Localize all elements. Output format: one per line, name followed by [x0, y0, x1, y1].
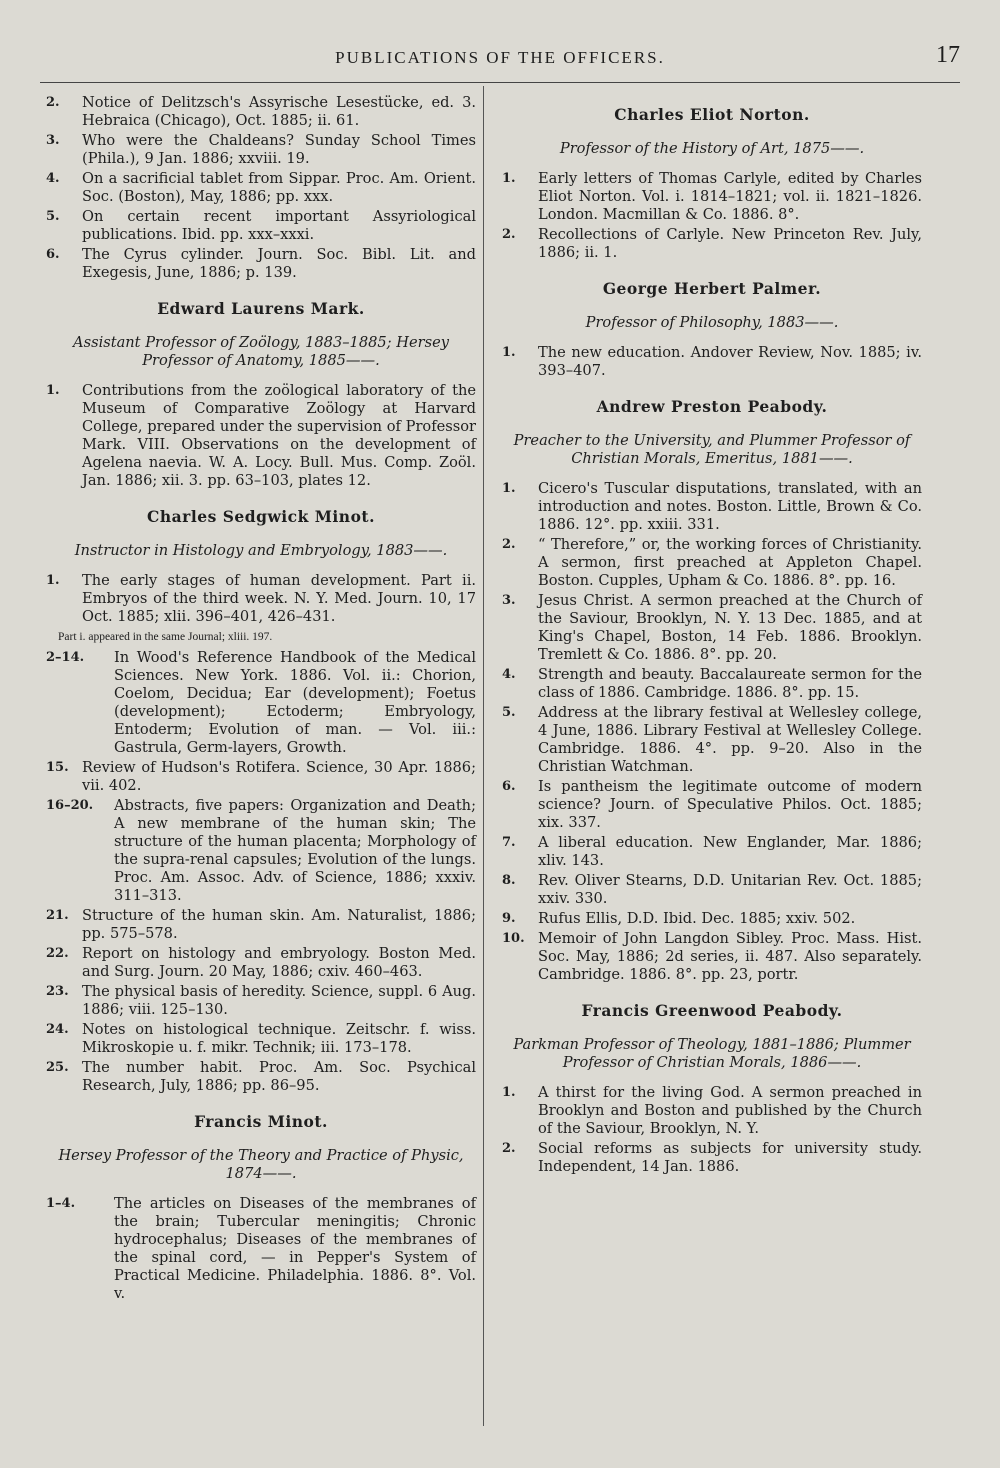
publication-entry	[502, 536, 922, 590]
publication-entry	[502, 834, 922, 870]
entry-number: 3.	[46, 133, 60, 148]
entry-text: The number habit. Proc. Am. Soc. Psychical Research, July, 1886; pp. 86–95.	[82, 1059, 476, 1094]
publication-entry	[46, 797, 476, 905]
publication-entry	[502, 1140, 922, 1176]
officer-section-f-peabody	[502, 1002, 922, 1176]
officer-section-a-peabody	[502, 398, 922, 984]
entry-text: Early letters of Thomas Carlyle, edited by Charles Eliot Norton. Vol. i. 1814–1821; vol. ii. 1821–1826. London. Macmillan & Co. 1886. 8°.	[538, 170, 922, 223]
entry-number: 1.	[46, 573, 60, 588]
publication-entry	[46, 208, 476, 244]
officer-section-mark	[46, 300, 476, 490]
publication-entry	[502, 704, 922, 776]
officer-name: Francis Minot.	[194, 1112, 328, 1131]
publication-entry	[46, 572, 476, 626]
publication-entry	[502, 344, 922, 380]
entry-text: On a sacrificial tablet from Sippar. Proc. Am. Orient. Soc. (Boston), May, 1886; pp. xxx.	[82, 170, 476, 205]
entry-text: Structure of the human skin. Am. Naturalist, 1886; pp. 575–578.	[82, 907, 476, 942]
publication-entry	[46, 649, 476, 757]
publication-entry	[502, 1084, 922, 1138]
entry-number: 5.	[502, 705, 516, 720]
publication-entry	[502, 910, 922, 928]
entry-text: Rev. Oliver Stearns, D.D. Unitarian Rev. Oct. 1885; xxiv. 330.	[538, 872, 922, 907]
entry-text: Who were the Chaldeans? Sunday School Times (Phila.), 9 Jan. 1886; xxviii. 19.	[82, 132, 476, 167]
entry-text: Address at the library festival at Wellesley college, 4 June, 1886. Library Festival at Wellesley College. Cambridge. 1886. 4°. pp. 9–20. Also in the Christian Watchman.	[538, 704, 922, 775]
entry-text: A liberal education. New Englander, Mar. 1886; xliv. 143.	[538, 834, 922, 869]
entry-number: 1.	[502, 345, 516, 360]
entry-number: 2–14.	[46, 650, 85, 665]
publication-entry	[46, 945, 476, 981]
entry-text: On certain recent important Assyriological publications. Ibid. pp. xxx–xxxi.	[82, 208, 476, 243]
entry-number: 21.	[46, 908, 69, 923]
entry-number: 16–20.	[46, 798, 94, 813]
entry-number: 2.	[502, 1141, 516, 1156]
officer-name: Andrew Preston Peabody.	[596, 397, 828, 416]
officer-section-f-minot	[46, 1113, 476, 1303]
publication-entry	[46, 246, 476, 282]
entry-number: 7.	[502, 835, 516, 850]
entry-number: 4.	[502, 667, 516, 682]
right-column	[502, 92, 922, 1194]
publication-entry	[46, 759, 476, 795]
entry-text: Social reforms as subjects for university study. Independent, 14 Jan. 1886.	[538, 1140, 922, 1175]
left-column	[46, 92, 476, 1321]
entry-number: 9.	[502, 911, 516, 926]
entry-text: Cicero's Tuscular disputations, translated, with an introduction and notes. Boston. Little, Brown & Co. 1886. 12°. pp. xxiii. 331.	[538, 480, 922, 533]
entry-number: 4.	[46, 171, 60, 186]
publication-entry	[502, 480, 922, 534]
entry-text: Memoir of John Langdon Sibley. Proc. Mass. Hist. Soc. May, 1886; 2d series, ii. 487. Also separately. Cambridge. 1886. 8°. pp. 23, portr.	[538, 930, 922, 983]
publication-entry	[46, 170, 476, 206]
entry-text: In Wood's Reference Handbook of the Medical Sciences. New York. 1886. Vol. ii.: Chorion, Coelom, Decidua; Ear (development); Foetus (development); Ectoderm; Embryology, Entoderm; Evolution of man. — Vol. iii.: Gastrula, Germ-layers, Growth.	[114, 649, 476, 756]
officer-position: Hersey Professor of the Theory and Practice of Physic, 1874——.	[58, 1147, 464, 1182]
publication-entry	[502, 778, 922, 832]
publication-entry	[46, 94, 476, 130]
entry-number: 23.	[46, 984, 69, 999]
entry-number: 8.	[502, 873, 516, 888]
entry-text: A thirst for the living God. A sermon preached in Brooklyn and Boston and published by the Church of the Saviour, Brooklyn, N. Y.	[538, 1084, 922, 1137]
entry-number: 25.	[46, 1060, 69, 1075]
entry-text: Report on histology and embryology. Boston Med. and Surg. Journ. 20 May, 1886; cxiv. 460–463.	[82, 945, 476, 980]
officer-name: Charles Sedgwick Minot.	[147, 507, 375, 526]
entry-number: 1.	[46, 383, 60, 398]
entry-number: 1.	[502, 1085, 516, 1100]
officer-section-c-minot	[46, 508, 476, 1095]
entry-number: 6.	[502, 779, 516, 794]
entry-text: The early stages of human development. Part ii. Embryos of the third week. N. Y. Med. Journ. 10, 17 Oct. 1885; xlii. 396–401, 426–431.	[82, 572, 476, 625]
entry-number: 2.	[502, 537, 516, 552]
entry-number: 3.	[502, 593, 516, 608]
entry-text: Notes on histological technique. Zeitschr. f. wiss. Mikroskopie u. f. mikr. Technik; iii. 173–178.	[82, 1021, 476, 1056]
officer-position: Assistant Professor of Zoölogy, 1883–1885; Hersey Professor of Anatomy, 1885——.	[73, 334, 449, 369]
entry-text: Jesus Christ. A sermon preached at the Church of the Saviour, Brooklyn, N. Y. 13 Dec. 1885, and at King's Chapel, Boston, 14 Feb. 1886. Brooklyn. Tremlett & Co. 1886. 8°. pp. 20.	[538, 592, 922, 663]
entry-number: 1.	[502, 481, 516, 496]
entry-text: Rufus Ellis, D.D. Ibid. Dec. 1885; xxiv. 502.	[538, 910, 856, 927]
officer-name: Charles Eliot Norton.	[614, 105, 810, 124]
officer-position: Instructor in Histology and Embryology, 1883——.	[74, 542, 448, 559]
entry-text: The Cyrus cylinder. Journ. Soc. Bibl. Lit. and Exegesis, June, 1886; p. 139.	[82, 246, 476, 281]
publication-entry	[46, 907, 476, 943]
entry-text: Abstracts, five papers: Organization and Death; A new membrane of the human skin; The structure of the human placenta; Morphology of the supra-renal capsules; Evolution of the lungs. Proc. Am. Assoc. Adv. of Science, 1886; xxxiv. 311–313.	[114, 797, 476, 904]
continued-entries	[46, 94, 476, 282]
running-title: PUBLICATIONS OF THE OFFICERS.	[335, 48, 665, 67]
publication-entry	[46, 1195, 476, 1303]
officer-position: Professor of the History of Art, 1875——.	[559, 140, 865, 157]
entry-text: Contributions from the zoölogical laboratory of the Museum of Comparative Zoölogy at Harvard College, prepared under the supervision of Professor Mark. VIII. Observations on the development of Agelena naevia. W. A. Locy. Bull. Mus. Comp. Zoöl. Jan. 1886; xii. 3. pp. 63–103, plates 12.	[82, 382, 476, 489]
entry-text: Recollections of Carlyle. New Princeton Rev. July, 1886; ii. 1.	[538, 226, 922, 261]
publication-entry	[46, 1059, 476, 1095]
officer-position: Parkman Professor of Theology, 1881–1886; Plummer Professor of Christian Morals, 1886——.	[513, 1036, 911, 1071]
entry-number: 6.	[46, 247, 60, 262]
entry-number: 2.	[46, 95, 60, 110]
column-divider	[483, 86, 484, 1426]
officer-section-norton	[502, 106, 922, 262]
publication-entry	[502, 666, 922, 702]
entry-text: The new education. Andover Review, Nov. 1885; iv. 393–407.	[538, 344, 922, 379]
officer-position: Preacher to the University, and Plummer Professor of Christian Morals, Emeritus, 1881——.	[513, 432, 911, 467]
entry-text: The physical basis of heredity. Science, suppl. 6 Aug. 1886; viii. 125–130.	[82, 983, 476, 1018]
publication-entry	[502, 226, 922, 262]
entry-text: Notice of Delitzsch's Assyrische Lesestücke, ed. 3. Hebraica (Chicago), Oct. 1885; ii. 61.	[82, 94, 476, 129]
publication-entry	[46, 1021, 476, 1057]
entry-number: 2.	[502, 227, 516, 242]
entry-number: 10.	[502, 931, 525, 946]
entry-number: 1.	[502, 171, 516, 186]
officer-position: Professor of Philosophy, 1883——.	[585, 314, 839, 331]
publication-entry	[46, 983, 476, 1019]
entry-number: 1–4.	[46, 1196, 76, 1211]
publication-entry	[46, 382, 476, 490]
publication-entry	[502, 872, 922, 908]
entry-text: “ Therefore,” or, the working forces of Christianity. A sermon, first preached at Appleton Chapel. Boston. Cupples, Upham & Co. 1886. 8°. pp. 16.	[538, 536, 922, 589]
footnote: Part i. appeared in the same Journal; xliii. 197.	[58, 631, 273, 643]
publication-entry	[46, 132, 476, 168]
officer-name: Francis Greenwood Peabody.	[581, 1001, 843, 1020]
entry-text: The articles on Diseases of the membranes of the brain; Tubercular meningitis; Chronic hydrocephalus; Diseases of the membranes of the spinal cord, — in Pepper's System of Practical Medicine. Philadelphia. 1886. 8°. Vol. v.	[114, 1195, 476, 1302]
officer-name: George Herbert Palmer.	[602, 279, 822, 298]
page-number: 17	[936, 42, 960, 68]
entry-number: 5.	[46, 209, 60, 224]
entry-text: Review of Hudson's Rotifera. Science, 30 Apr. 1886; vii. 402.	[82, 759, 476, 794]
page-header	[40, 42, 960, 83]
entry-text: Strength and beauty. Baccalaureate sermon for the class of 1886. Cambridge. 1886. 8°. pp. 15.	[538, 666, 922, 701]
officer-section-palmer	[502, 280, 922, 380]
officer-name: Edward Laurens Mark.	[157, 299, 365, 318]
publication-entry	[502, 930, 922, 984]
publication-entry	[502, 170, 922, 224]
publication-entry	[502, 592, 922, 664]
entry-text: Is pantheism the legitimate outcome of modern science? Journ. of Speculative Philos. Oct. 1885; xix. 337.	[538, 778, 922, 831]
entry-number: 24.	[46, 1022, 69, 1037]
entry-number: 22.	[46, 946, 69, 961]
entry-number: 15.	[46, 760, 69, 775]
